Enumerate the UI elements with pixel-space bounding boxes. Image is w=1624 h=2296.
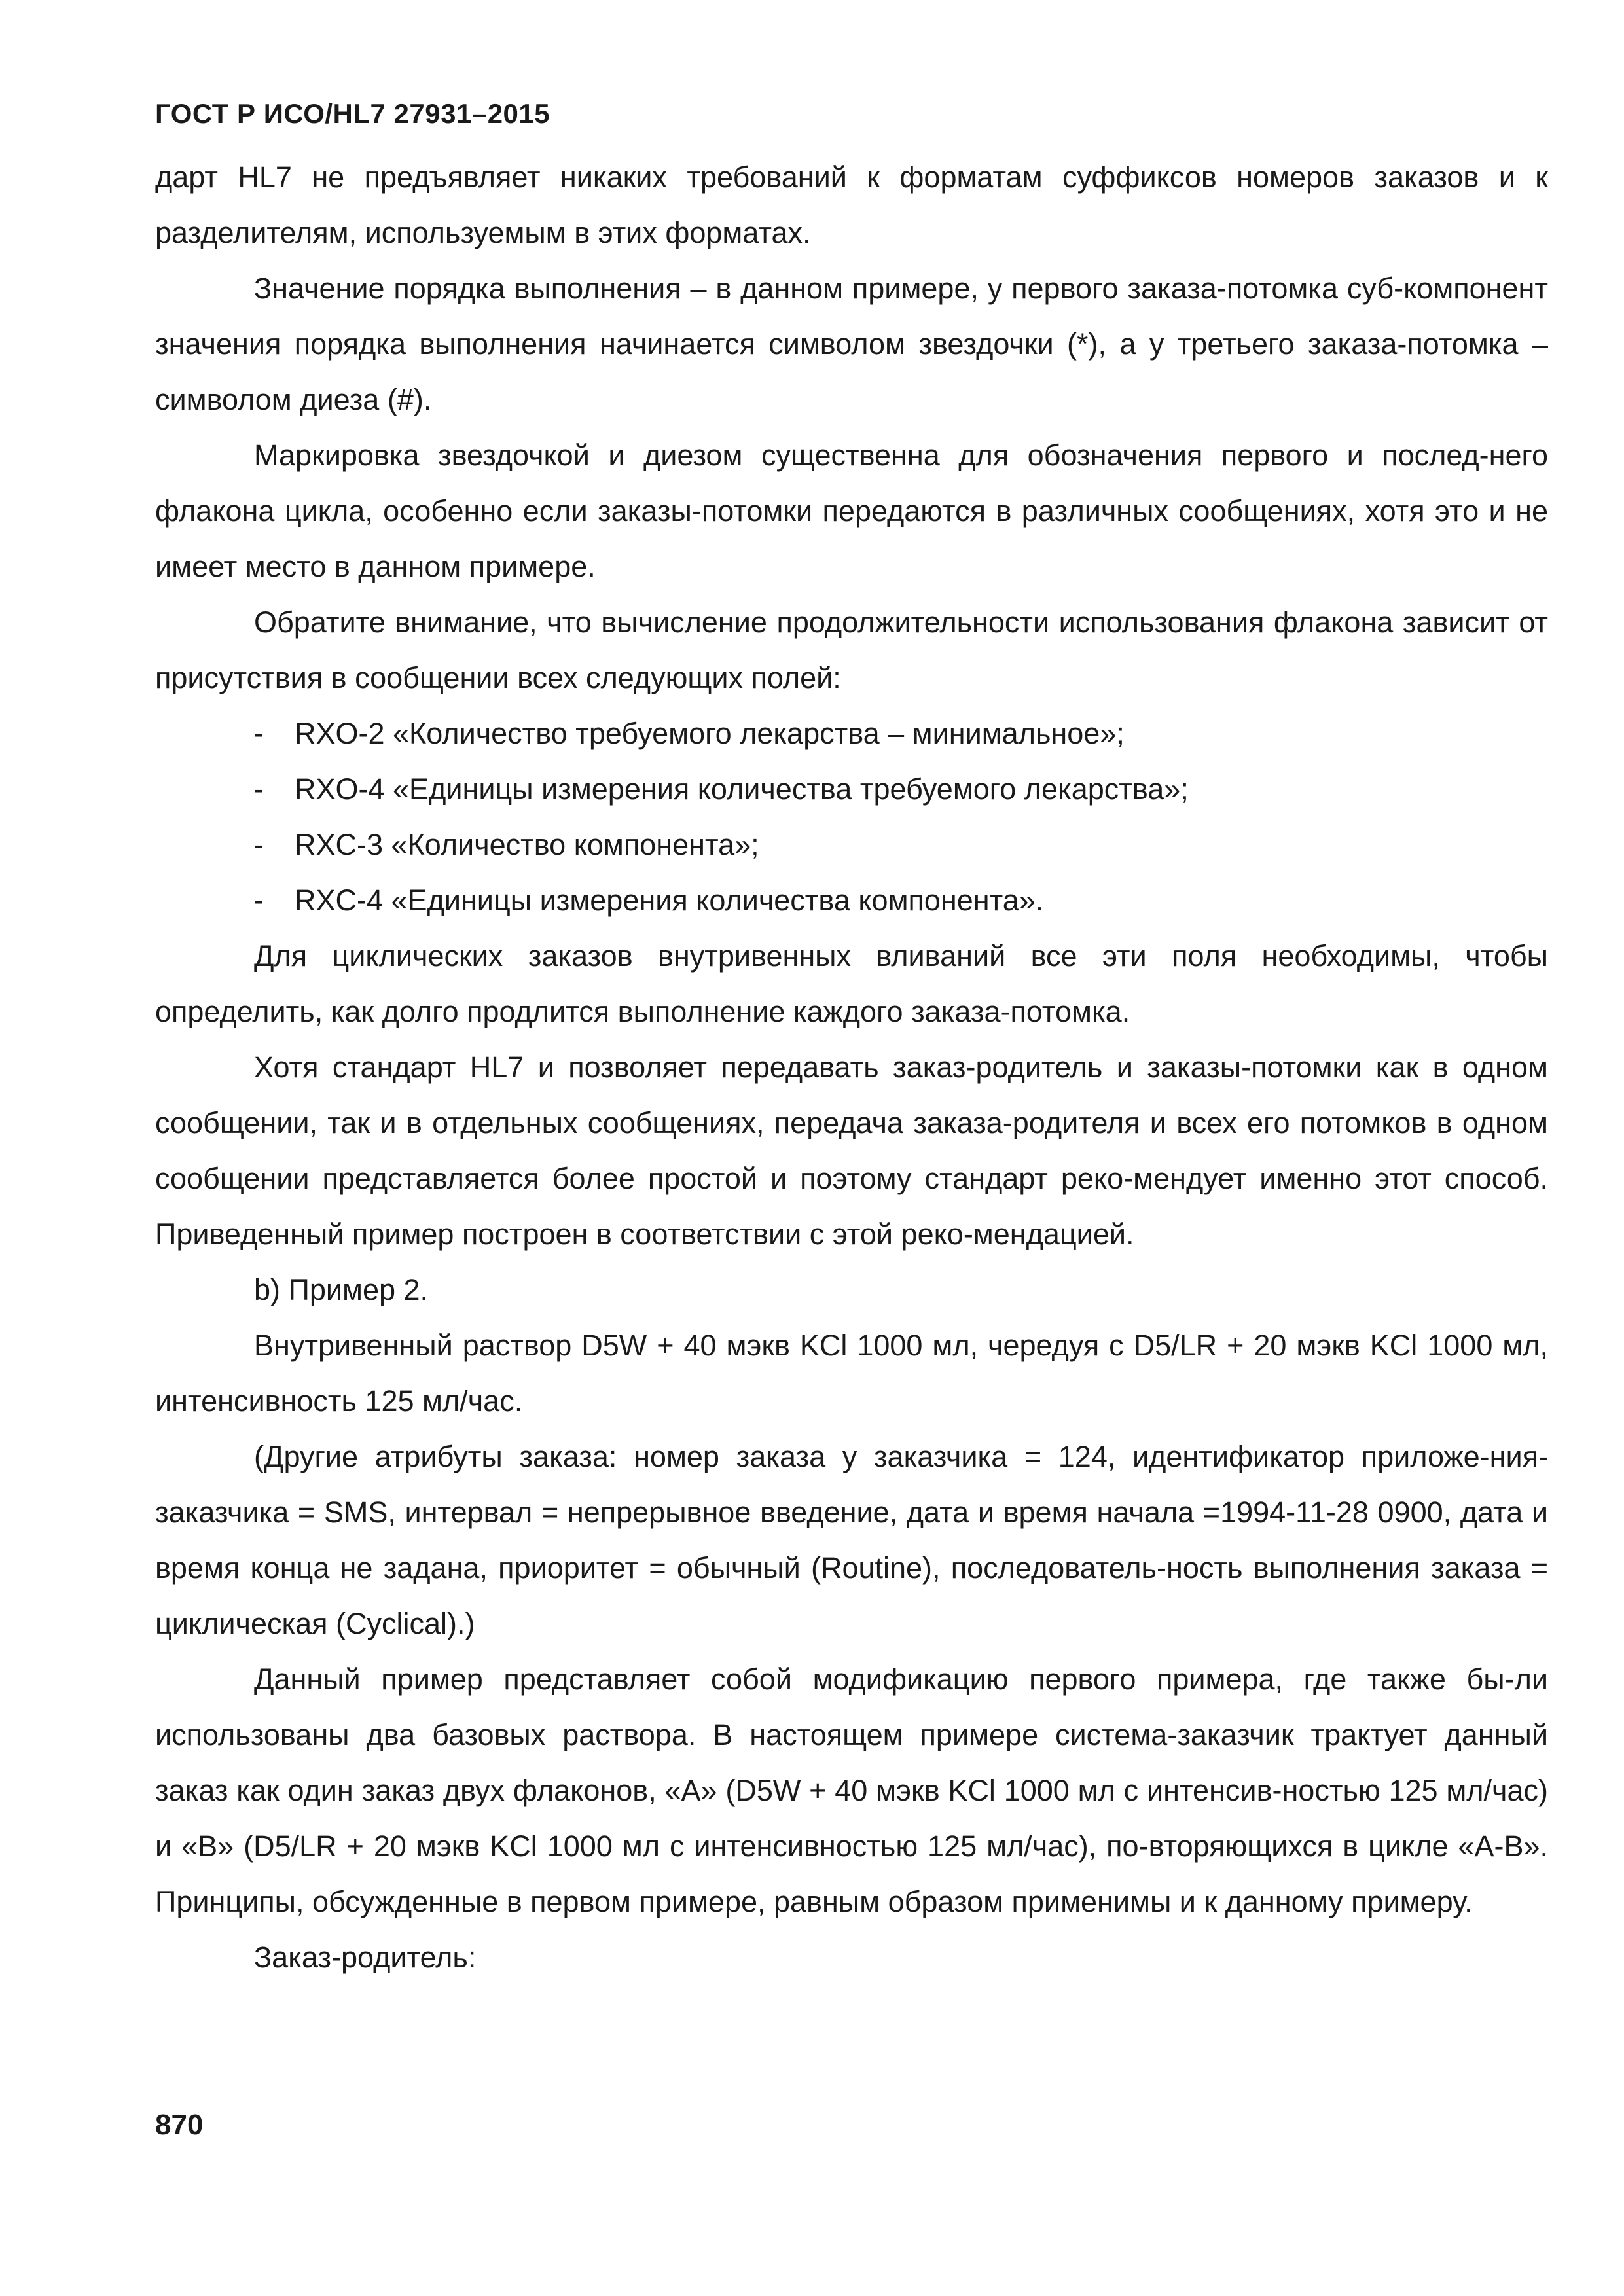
paragraph-marking: Маркировка звездочкой и диезом существенна для обозначения первого и послед-него флакона цикла, особенно если заказы-потомки передаются в различных сообщениях, хотя это и не имеет место в данном примере. <box>155 439 1548 583</box>
example-heading: b) Пример 2. <box>254 1273 429 1306</box>
required-fields-list <box>155 706 1548 928</box>
paragraph-parent-order: Заказ-родитель: <box>254 1941 477 1974</box>
list-item <box>155 817 1548 872</box>
list-item <box>155 761 1548 817</box>
paragraph-recommendation: Хотя стандарт HL7 и позволяет передавать заказ-родитель и заказы-потомки как в одном сообщении, так и в отдельных сообщениях, передача заказа-родителя и всех его потомков в одном сообщении представляется более простой и поэтому стандарт реко-мендует именно этот способ. Приведенный пример построен в соответствии с этой реко-мендацией. <box>155 1050 1548 1251</box>
page-number: 870 <box>155 2109 204 2141</box>
document-header-title: ГОСТ Р ИСО/HL7 27931–2015 <box>155 98 550 129</box>
list-item-text: RXO-4 «Единицы измерения количества требуемого лекарства»; <box>295 772 1189 806</box>
dash-bullet: - <box>254 884 264 917</box>
list-item <box>155 872 1548 928</box>
dash-bullet: - <box>254 828 264 861</box>
paragraph-cyclic-orders: Для циклических заказов внутривенных вливаний все эти поля необходимы, чтобы определить, как долго продлится выполнение каждого заказа-потомка. <box>155 939 1548 1028</box>
paragraph-attention: Обратите внимание, что вычисление продолжительности использования флакона зависит от присутствия в сообщении всех следующих полей: <box>155 605 1548 694</box>
dash-bullet: - <box>254 717 264 750</box>
list-item-text: RXC-3 «Количество компонента»; <box>295 828 759 861</box>
paragraph-execution-order: Значение порядка выполнения – в данном примере, у первого заказа-потомка суб-компонент значения порядка выполнения начинается символом звездочки (*), а у третьего заказа-потомка – символом диеза (#). <box>155 272 1548 416</box>
list-item <box>155 706 1548 761</box>
list-item-text: RXO-2 «Количество требуемого лекарства – минимальное»; <box>295 717 1125 750</box>
dash-bullet: - <box>254 772 264 806</box>
paragraph-continuation: дарт HL7 не предъявляет никаких требований к форматам суффиксов номеров заказов и к разделителям, используемым в этих форматах. <box>155 160 1548 249</box>
list-item-text: RXC-4 «Единицы измерения количества компонента». <box>295 884 1044 917</box>
paragraph-order-attributes: (Другие атрибуты заказа: номер заказа у заказчика = 124, идентификатор приложе-ния-заказчика = SMS, интервал = непрерывное введение, дата и время начала =1994-11-28 0900, дата и время конца не задана, приоритет = обычный (Routine), последователь-ность выполнения заказа = циклическая (Cyclical).) <box>155 1440 1548 1640</box>
paragraph-modification: Данный пример представляет собой модификацию первого примера, где также бы-ли использованы два базовых раствора. В настоящем примере система-заказчик трактует данный заказ как один заказ двух флаконов, «A» (D5W + 40 мэкв KCl 1000 мл с интенсив-ностью 125 мл/час) и «B» (D5/LR + 20 мэкв KCl 1000 мл с интенсивностью 125 мл/час), по-вторяющихся в цикле «A-B». Принципы, обсужденные в первом примере, равным образом применимы и к данному примеру. <box>155 1662 1548 1918</box>
paragraph-solution: Внутривенный раствор D5W + 40 мэкв KCl 1000 мл, чередуя с D5/LR + 20 мэкв KCl 1000 мл, интенсивность 125 мл/час. <box>155 1329 1548 1418</box>
document-body <box>155 149 1548 1985</box>
